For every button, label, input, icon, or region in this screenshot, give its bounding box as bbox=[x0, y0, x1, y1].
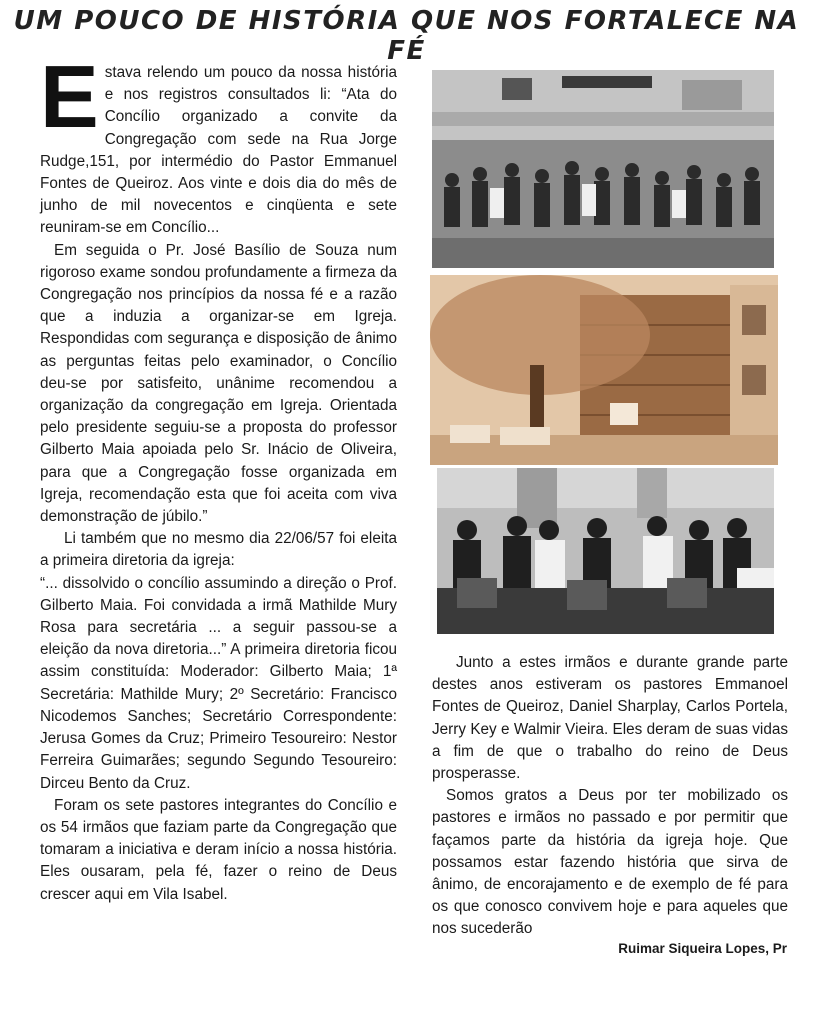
page-title: UM POUCO DE HISTÓRIA QUE NOS FORTALECE NA FÉ bbox=[13, 6, 800, 66]
photo-crowd-gathering bbox=[432, 70, 774, 268]
paragraph-3: Li também que no mesmo dia 22/06/57 foi eleita a primeira diretoria da igreja: bbox=[40, 530, 397, 570]
paragraph-7: Somos gratos a Deus por ter mobilizado os pastores e irmãos no passado e por permitir que façamos parte da história da igreja hoje. Que possamos estar fazendo história que sirva de ânimo, de encorajamento e de exemplo de fé para os que conosco convivem hoje e para aqueles que nos sucederão bbox=[432, 787, 788, 938]
photo-church-building bbox=[430, 275, 778, 465]
paragraph-1-text: stava relendo um pouco da nossa história e nos registros consultados li: “Ata do Concílio organizado a convite da Congregação com sede na Rua Jorge Rudge,151, por intermédio do Pastor Emmanuel Fontes de Queiroz. Aos vinte e dois dia do mês de junho de mil novecentos e cinqüenta e sete reuniram-se em Concílio... bbox=[40, 64, 397, 237]
paragraph-5: Foram os sete pastores integrantes do Concílio e os 54 irmãos que faziam parte da Congregação que tomaram a iniciativa e deram início a nossa história. Eles ousaram, pela fé, fazer o reino de Deus crescer aqui em Vila Isabel. bbox=[40, 796, 397, 903]
paragraph-1 bbox=[40, 47, 397, 240]
photo-seated-members bbox=[437, 468, 774, 634]
paragraph-2: Em seguida o Pr. José Basílio de Souza num rigoroso exame sondou profundamente a firmeza da Congregação nos princípios da nossa fé e a razão que a induzia a organizar-se em Igreja. Respondidas com segurança e disposição de ânimo as perguntas feitas pelo examinador, o Concílio deu-se por satisfeito, unânime recomendou a organização da congregação em Igreja. Orientada pelo presidente seguiu-se a proposta do professor Gilberto Maia apoiada pelo Sr. Inácio de Oliveira, para que a Congregação fosse organizada em Igreja, recomendação esta que foi aceita com viva demonstração de júbilo.” bbox=[40, 241, 397, 526]
author-signature: Ruimar Siqueira Lopes, Pr bbox=[618, 941, 787, 956]
left-column bbox=[40, 47, 397, 906]
paragraph-4: “... dissolvido o concílio assumindo a direção o Prof. Gilberto Maia. Foi convidada a irmã Mathilde Mury Rosa para secretária ... a seguir passou-se a eleição da nova diretoria...” A primeira diretoria ficou assim constituída: Moderador: Gilberto Maia; 1ª Secretária: Mathilde Mury; 2º Secretário: Francisco Nicodemos Sanches; Secretário Correspondente: Jerusa Gomes da Cruz; Primeiro Tesoureiro: Nestor Ferreira Guimarães; segundo Segundo Tesoureiro: Dirceu Bento da Cruz. bbox=[40, 574, 397, 792]
paragraph-6: Junto a estes irmãos e durante grande parte destes anos estiveram os pastores Emmanoel Fontes de Queiroz, Daniel Sharplay, Carlos Portela, Jerry Key e Walmir Vieira. Eles deram de suas vidas a fim de que o trabalho do reino de Deus prosperasse. bbox=[432, 654, 788, 783]
drop-cap: E bbox=[40, 47, 99, 146]
right-column bbox=[432, 652, 788, 941]
